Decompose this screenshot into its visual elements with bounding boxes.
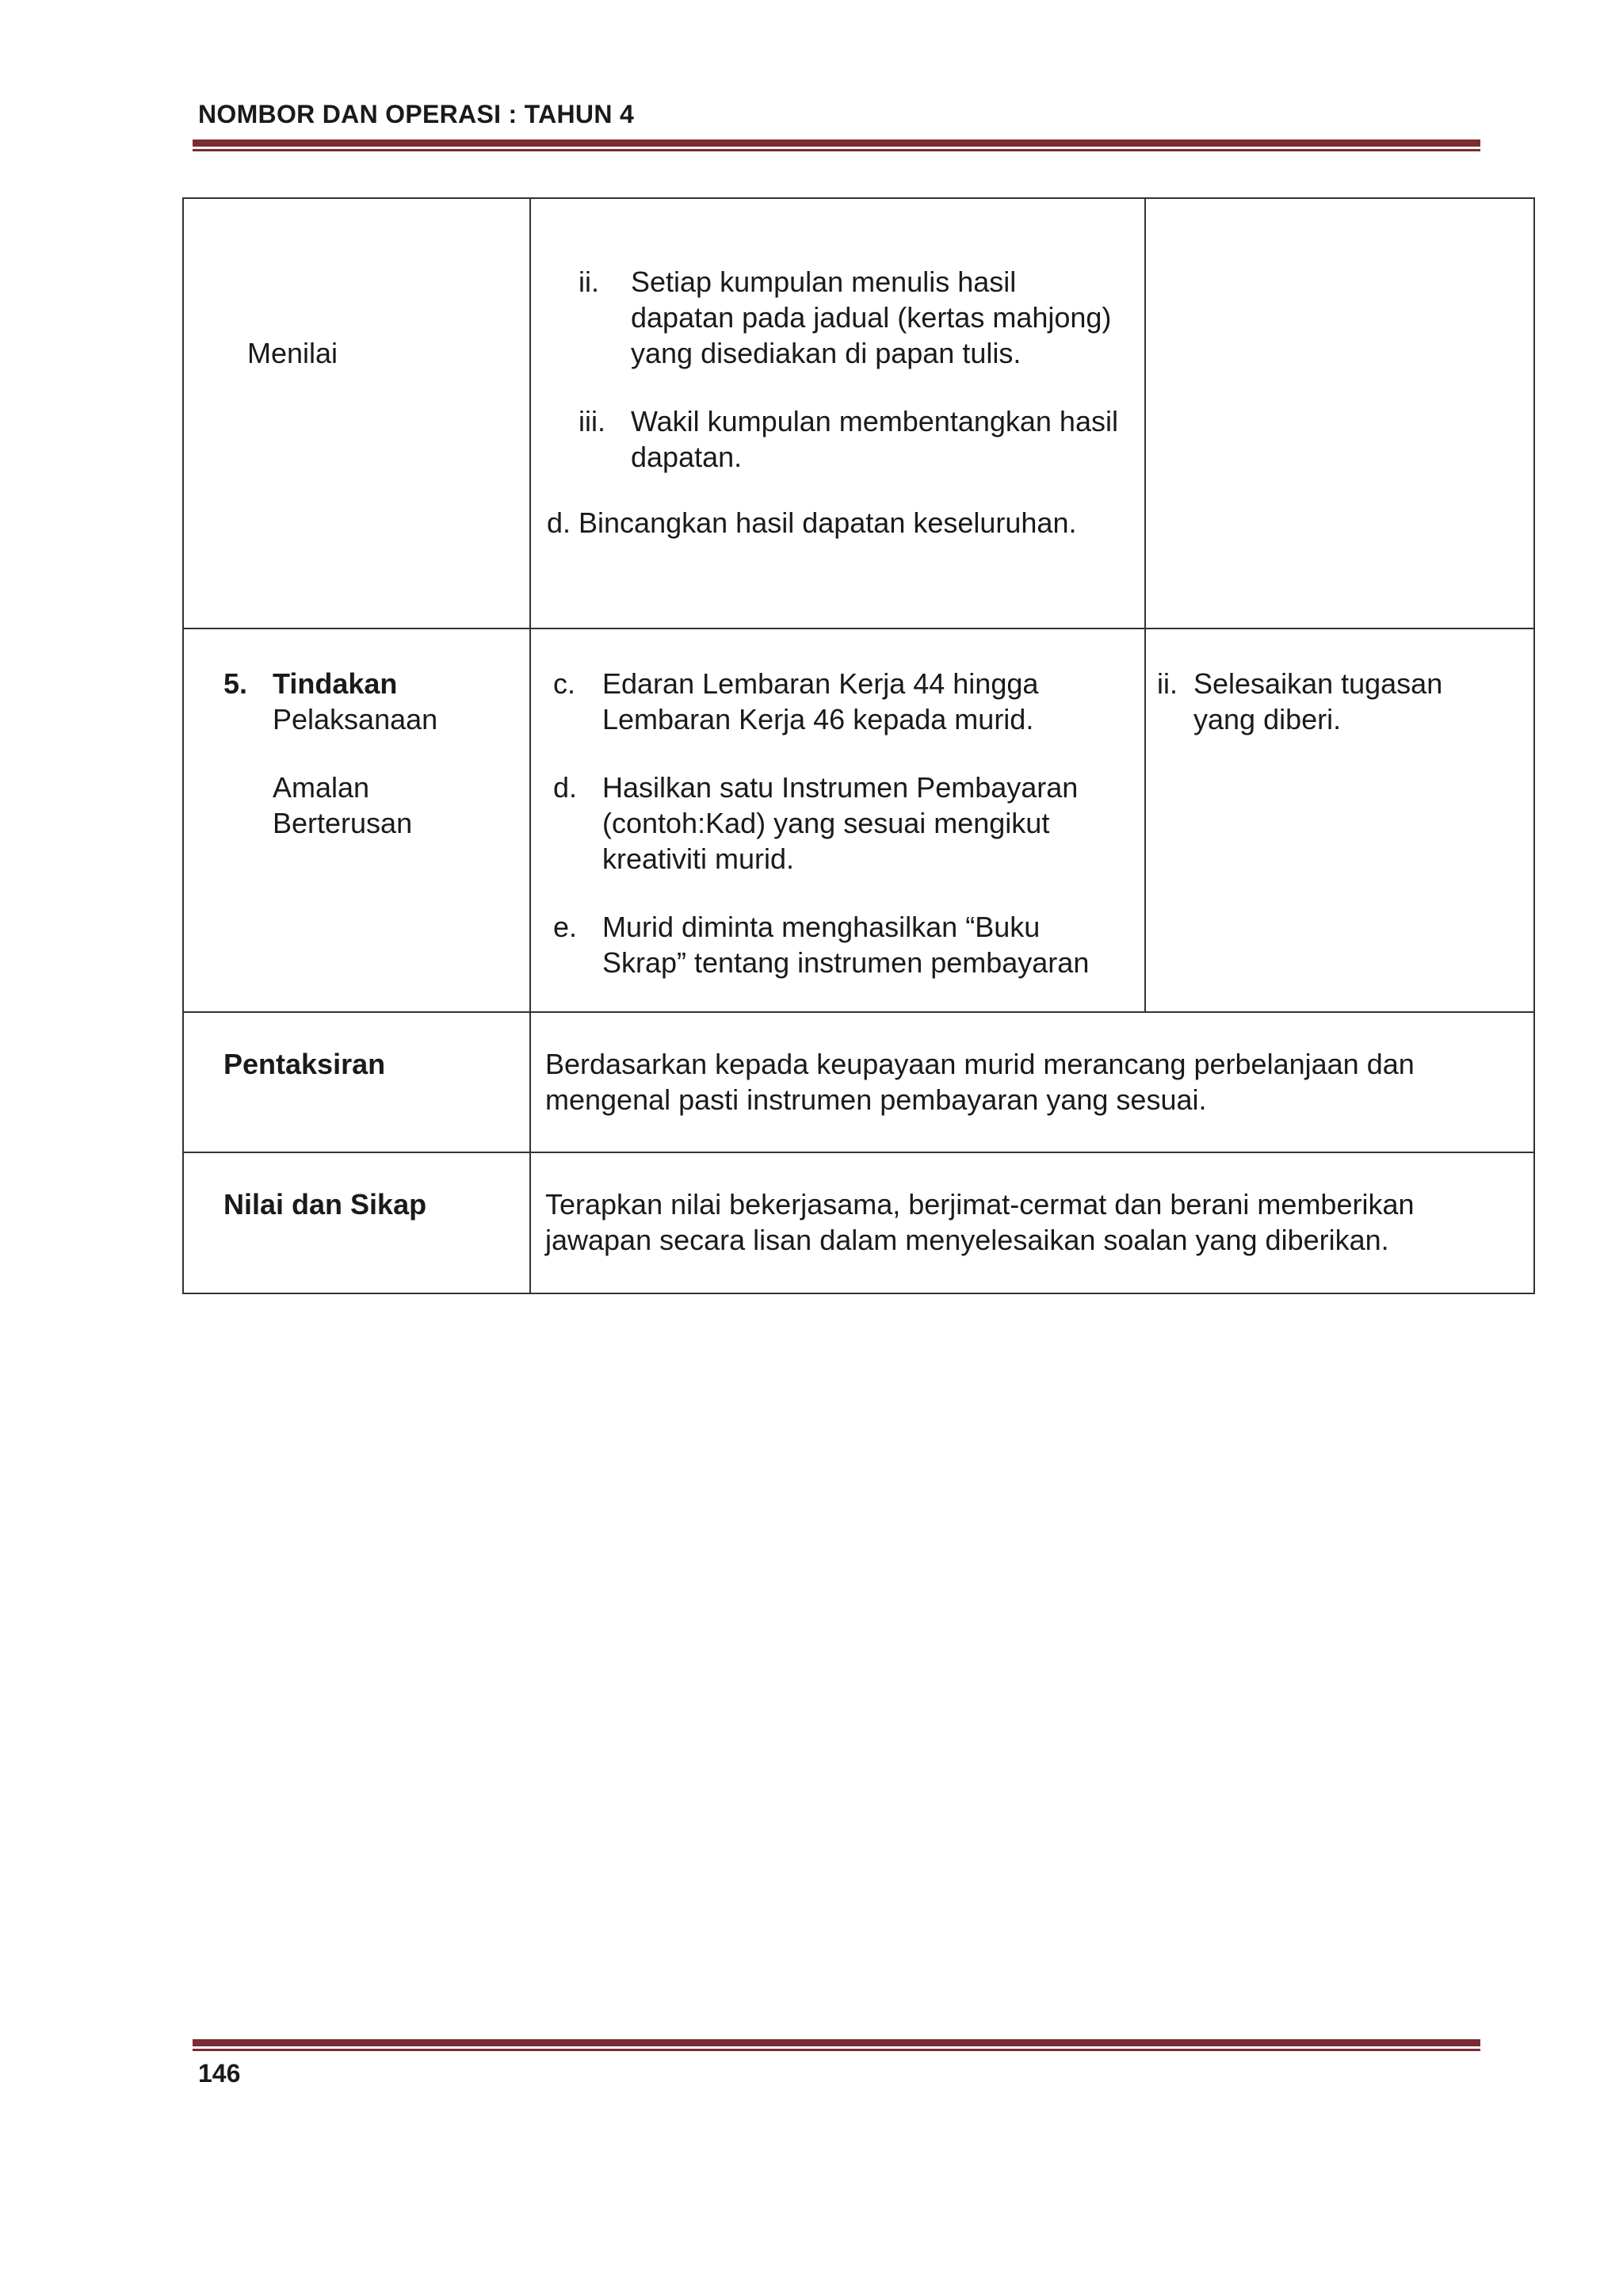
- list-item: [553, 666, 1121, 737]
- step-d-text: d. Bincangkan hasil dapatan keseluruhan.: [547, 506, 1077, 539]
- list-marker: ii.: [579, 266, 599, 298]
- table-row-pentaksiran: [183, 1012, 1534, 1152]
- list-text: Wakil kumpulan membentangkan hasil dapatan.: [631, 405, 1118, 473]
- stage-cell: [183, 628, 530, 1012]
- footer-rule: [193, 2039, 1480, 2051]
- teacher-activity-cell: [530, 198, 1145, 628]
- page-number: 146: [198, 2059, 241, 2088]
- list-marker: d.: [553, 771, 578, 804]
- list-text: Murid diminta menghasilkan “Buku Skrap” tentang instrumen pembayaran: [602, 911, 1090, 979]
- row-label: Nilai dan Sikap: [223, 1188, 427, 1221]
- table-row-menilai: [183, 198, 1534, 628]
- list-marker: ii.: [1157, 667, 1178, 700]
- stage-number: 5.: [223, 667, 248, 700]
- table-row-tindakan: [183, 628, 1534, 1012]
- list-item: [553, 909, 1121, 980]
- row-label: Pentaksiran: [223, 1048, 386, 1080]
- description-cell: [530, 1152, 1534, 1293]
- list-marker: c.: [553, 667, 576, 700]
- list-item: [1157, 666, 1510, 737]
- page-header-title: NOMBOR DAN OPERASI : TAHUN 4: [198, 100, 635, 128]
- stage-subtitle: Amalan: [273, 771, 370, 804]
- list-item: [579, 403, 1121, 475]
- stage-subtitle: Pelaksanaan: [273, 703, 438, 735]
- list-item: [579, 264, 1121, 371]
- stage-cell: [183, 198, 530, 628]
- stage-heading: [223, 666, 529, 701]
- row-text: Berdasarkan kepada keupayaan murid merancang perbelanjaan dan mengenal pasti instrumen pembayaran yang sesuai.: [545, 1048, 1415, 1116]
- list-marker: iii.: [579, 405, 605, 437]
- list-text: Selesaikan tugasan yang diberi.: [1193, 667, 1443, 735]
- stage-subtitle: Berterusan: [273, 807, 413, 839]
- list-text: Edaran Lembaran Kerja 44 hingga Lembaran Kerja 46 kepada murid.: [602, 667, 1039, 735]
- stage-label: Menilai: [247, 337, 338, 369]
- stage-title: Tindakan: [273, 667, 398, 700]
- list-marker: e.: [553, 911, 578, 943]
- label-cell: [183, 1012, 530, 1152]
- pupil-activity-cell: [1145, 198, 1534, 628]
- row-text: Terapkan nilai bekerjasama, berjimat-cermat dan berani memberikan jawapan secara lisan dalam menyelesaikan soalan yang diberikan.: [545, 1188, 1415, 1256]
- teacher-activity-cell: [530, 628, 1145, 1012]
- table-row-nilai-dan-sikap: [183, 1152, 1534, 1293]
- header-rule: [193, 139, 1480, 151]
- label-cell: [183, 1152, 530, 1293]
- pupil-activity-cell: [1145, 628, 1534, 1012]
- list-item: [553, 770, 1121, 877]
- lesson-plan-table: [182, 197, 1535, 1294]
- description-cell: [530, 1012, 1534, 1152]
- list-text: Hasilkan satu Instrumen Pembayaran (contoh:Kad) yang sesuai mengikut kreativiti murid.: [602, 771, 1079, 875]
- list-text: Setiap kumpulan menulis hasil dapatan pada jadual (kertas mahjong) yang disediakan di papan tulis.: [631, 266, 1112, 369]
